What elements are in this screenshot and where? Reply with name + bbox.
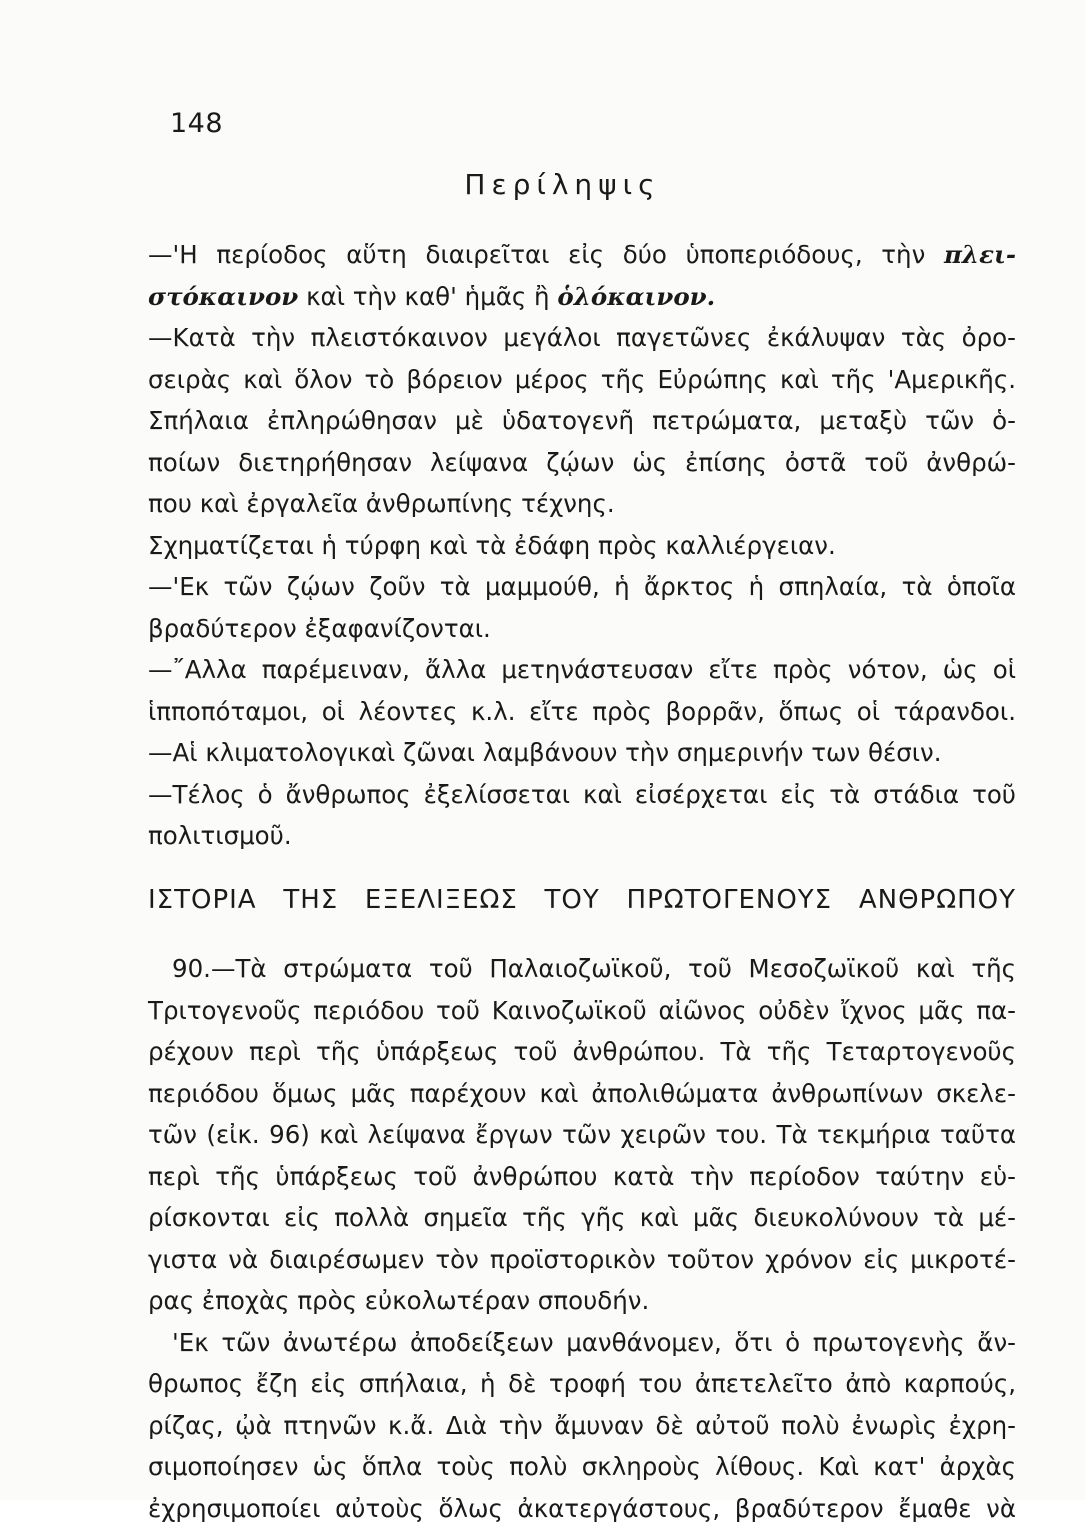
summary-line [148, 238, 1016, 272]
summary-line: —Τέλος ὁ ἄνθρωπος ἐξελίσσεται καὶ εἰσέρχεται εἰς τὰ στάδια τοῦ [148, 779, 1016, 809]
summary-line: σειρὰς καὶ ὅλον τὸ βόρειον μέρος τῆς Εὐρώπης καὶ τῆς 'Αμερικῆς. [148, 364, 1016, 394]
summary-term: ὁλόκαινον. [557, 281, 716, 311]
section-title: ΙΣΤΟΡΙΑ ΤΗΣ ΕΞΕΛΙΞΕΩΣ ΤΟΥ ΠΡΩΤΟΓΕΝΟΥΣ ΑΝΘΡΩΠΟΥ [148, 884, 1016, 915]
summary-line: —Κατὰ τὴν πλειστόκαινον μεγάλοι παγετῶνες ἐκάλυψαν τὰς ὀρο- [148, 323, 1016, 352]
body-line: ρίζας, ᾠὰ πτηνῶν κ.ἄ. Διὰ τὴν ἄμυναν δὲ αὐτοῦ πολὺ ἐνωρὶς ἐχρη- [148, 1410, 1016, 1440]
body-line: 90.—Τὰ στρώματα τοῦ Παλαιοζωϊκοῦ, τοῦ Μεσοζωϊκοῦ καὶ τῆς [172, 954, 1016, 983]
body-line: ἐχρησιμοποίει αὐτοὺς ὅλως ἀκατεργάστους, βραδύτερον ἔμαθε νὰ [148, 1493, 1016, 1523]
body-line: περὶ τῆς ὑπάρξεως τοῦ ἀνθρώπου κατὰ τὴν περίοδον ταύτην εὑ- [148, 1161, 1016, 1191]
summary-heading: Περίληψις [464, 168, 661, 201]
body-line: περιόδου ὅμως μᾶς παρέχουν καὶ ἀπολιθώματα ἀνθρωπίνων σκελε- [148, 1078, 1016, 1108]
summary-line-text: καὶ τὴν καθ' ἡμᾶς ἢ [306, 281, 550, 311]
summary-line: που καὶ ἐργαλεῖα ἀνθρωπίνης τέχνης. [148, 489, 615, 518]
body-line: Τριτογενοῦς περιόδου τοῦ Καινοζωϊκοῦ αἰῶνος οὐδὲν ἴχνος μᾶς πα- [148, 995, 1016, 1025]
body-line: σιμοποίησεν ὡς ὅπλα τοὺς πολὺ σκληροὺς λίθους. Καὶ κατ' ἀρχὰς [148, 1452, 1016, 1481]
body-line: ρας ἐποχὰς πρὸς εὐκολωτέραν σπουδήν. [148, 1286, 650, 1315]
summary-line: πολιτισμοῦ. [148, 821, 292, 850]
summary-term: στόκαινον [148, 281, 299, 311]
summary-line-text: —'Η περίοδος αὕτη διαιρεῖται εἰς δύο ὑποπεριόδους, τὴν [148, 240, 926, 269]
summary-line: ἱπποπόταμοι, οἱ λέοντες κ.λ. εἴτε πρὸς βορρᾶν, ὅπως οἱ τάρανδοι. [148, 696, 1016, 726]
body-line: θρωπος ἔζη εἰς σπήλαια, ἡ δὲ τροφή του ἀπετελεῖτο ἀπὸ καρπούς, [148, 1369, 1016, 1398]
summary-line: —Αἱ κλιματολογικαὶ ζῶναι λαμβάνουν τὴν σημερινήν των θέσιν. [148, 738, 942, 767]
body-line: γιστα νὰ διαιρέσωμεν τὸν προϊστορικὸν τοῦτον χρόνον εἰς μικροτέ- [148, 1244, 1016, 1274]
summary-line: ποίων διετηρήθησαν λείψανα ζῴων ὡς ἐπίσης ὀστᾶ τοῦ ἀνθρώ- [148, 447, 1016, 477]
summary-line: Σχηματίζεται ἡ τύρφη καὶ τὰ ἐδάφη πρὸς καλλιέργειαν. [148, 530, 836, 560]
page-number: 148 [170, 108, 224, 139]
summary-line: Σπήλαια ἐπληρώθησαν μὲ ὑδατογενῆ πετρώματα, μεταξὺ τῶν ὁ- [148, 406, 1016, 435]
summary-line [148, 280, 1016, 314]
body-line: 'Εκ τῶν ἀνωτέρω ἀποδείξεων μανθάνομεν, ὅτι ὁ πρωτογενὴς ἄν- [172, 1327, 1016, 1357]
body-line: ρέχουν περὶ τῆς ὑπάρξεως τοῦ ἀνθρώπου. Τὰ τῆς Τεταρτογενοῦς [148, 1037, 1016, 1066]
summary-term: πλει- [943, 240, 1016, 269]
summary-line: βραδύτερον ἐξαφανίζονται. [148, 613, 491, 643]
body-line: τῶν (εἰκ. 96) καὶ λείψανα ἔργων τῶν χειρῶν του. Τὰ τεκμήρια ταῦτα [148, 1120, 1016, 1149]
summary-line: —῎Αλλα παρέμειναν, ἄλλα μετηνάστευσαν εἴτε πρὸς νότον, ὡς οἱ [148, 655, 1016, 684]
body-line: ρίσκονται εἰς πολλὰ σημεῖα τῆς γῆς καὶ μᾶς διευκολύνουν τὰ μέ- [148, 1203, 1016, 1232]
summary-line: —'Εκ τῶν ζῴων ζοῦν τὰ μαμμούθ, ἡ ἄρκτος ἡ σπηλαία, τὰ ὁποῖα [148, 572, 1016, 601]
